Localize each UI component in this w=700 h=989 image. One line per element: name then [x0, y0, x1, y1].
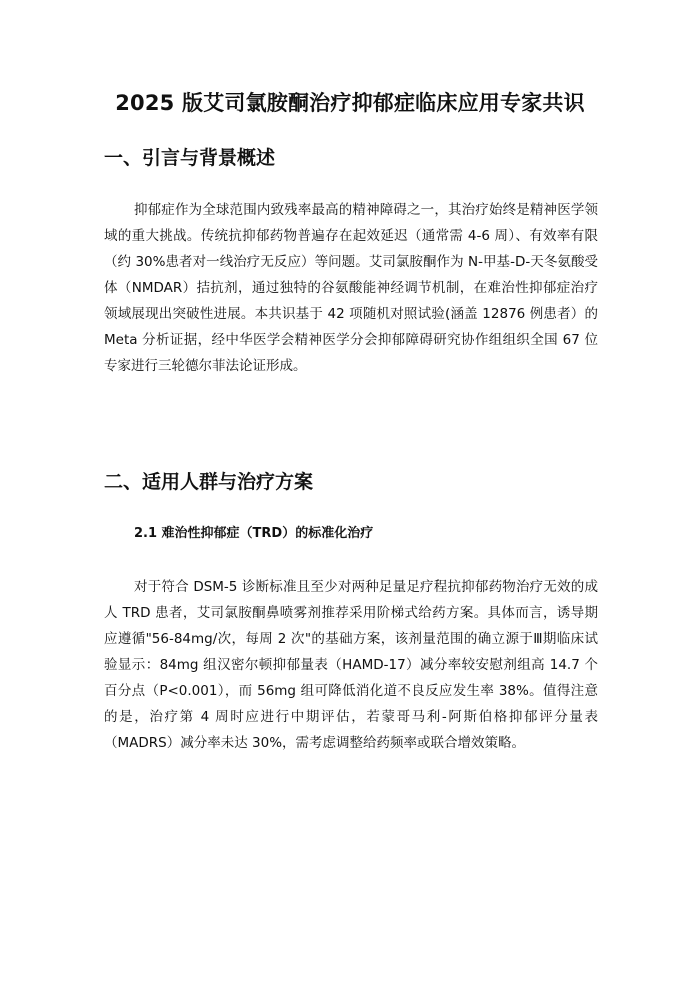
subsection-heading-trd: 2.1 难治性抑郁症（TRD）的标准化治疗: [134, 526, 374, 541]
section-heading-treatment: 二、适用人群与治疗方案: [104, 471, 314, 493]
document-title: 2025 版艾司氯胺酮治疗抑郁症临床应用专家共识: [115, 91, 585, 115]
section-heading-introduction: 一、引言与背景概述: [104, 147, 276, 169]
treatment-paragraph: 对于符合 DSM-5 诊断标准且至少对两种足量足疗程抗抑郁药物治疗无效的成人 TRD 患者，艾司氯胺酮鼻喷雾剂推荐采用阶梯式给药方案。具体而言，诱导期应遵循"56-84mg/次，每周 2 次"的基础方案，该剂量范围的确立源于Ⅲ期临床试验显示：84mg 组汉密尔顿抑郁量表（HAMD-17）减分率较安慰剂组高 14.7 个百分点（P<0.001），而 56mg 组可降低消化道不良反应发生率 38%。值得注意的是，治疗第 4 周时应进行中期评估，若蒙哥马利-阿斯伯格抑郁评分量表（MADRS）减分率未达 30%，需考虑调整给药频率或联合增效策略。: [104, 579, 598, 751]
introduction-paragraph: 抑郁症作为全球范围内致残率最高的精神障碍之一，其治疗始终是精神医学领域的重大挑战。传统抗抑郁药物普遍存在起效延迟（通常需 4-6 周）、有效率有限（约 30%患者对一线治疗无反应）等问题。艾司氯胺酮作为 N-甲基-D-天冬氨酸受体（NMDAR）拮抗剂，通过独特的谷氨酸能神经调节机制，在难治性抑郁症治疗领域展现出突破性进展。本共识基于 42 项随机对照试验(涵盖 12876 例患者）的 Meta 分析证据，经中华医学会精神医学分会抑郁障碍研究协作组组织全国 67 位专家进行三轮德尔菲法论证形成。: [104, 202, 598, 374]
